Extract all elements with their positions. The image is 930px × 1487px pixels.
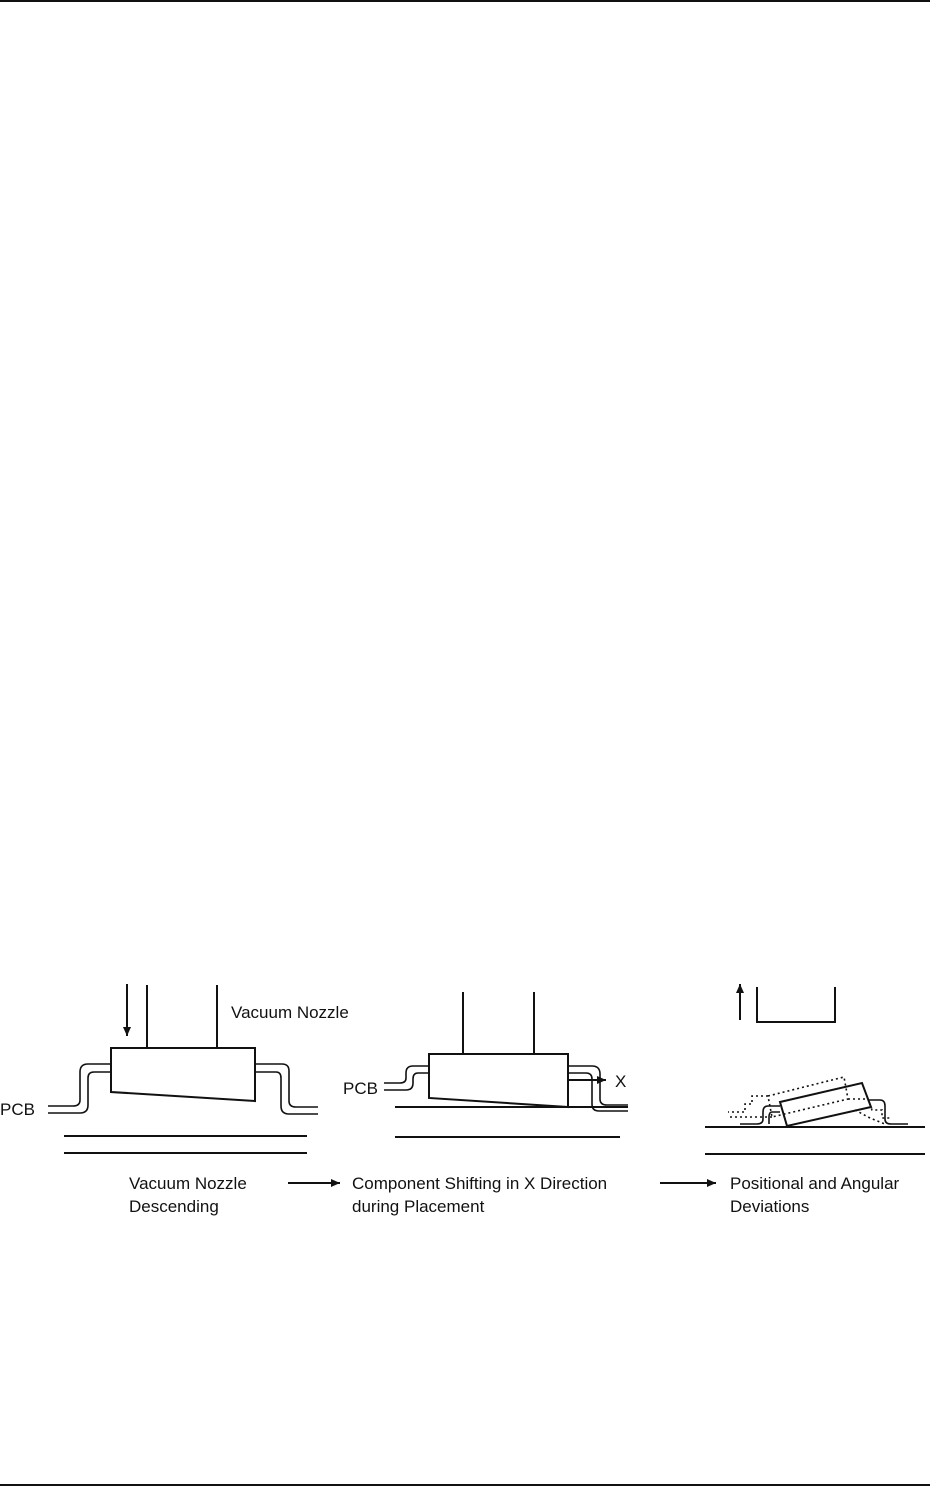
vacuum-nozzle-2 (463, 992, 534, 1054)
panel-nozzle-descending (0, 984, 349, 1216)
component-body-2 (429, 1054, 568, 1107)
caption-1-line2: Descending (129, 1197, 219, 1216)
caption-2-line1: Component Shifting in X Direction (352, 1174, 608, 1193)
panel-deviations (705, 984, 925, 1216)
caption-1-line1: Vacuum Nozzle (129, 1174, 247, 1193)
vacuum-nozzle (147, 985, 217, 1048)
panel-component-shifting (343, 992, 628, 1216)
x-direction-label: X (615, 1072, 627, 1091)
caption-3-line2: Deviations (730, 1197, 810, 1216)
right-lead (255, 1064, 318, 1107)
component-body (111, 1048, 255, 1101)
nozzle-label: Vacuum Nozzle (231, 1003, 349, 1022)
original-position-outline (728, 1077, 892, 1124)
left-lead-3 (740, 1106, 780, 1124)
caption-2-line2: during Placement (352, 1197, 485, 1216)
raised-nozzle (757, 987, 835, 1022)
left-lead (48, 1064, 111, 1106)
pcb-label-2: PCB (343, 1079, 378, 1098)
left-lead-2 (384, 1066, 429, 1083)
caption-3-line1: Positional and Angular (730, 1174, 900, 1193)
pcb-label: PCB (0, 1100, 35, 1119)
